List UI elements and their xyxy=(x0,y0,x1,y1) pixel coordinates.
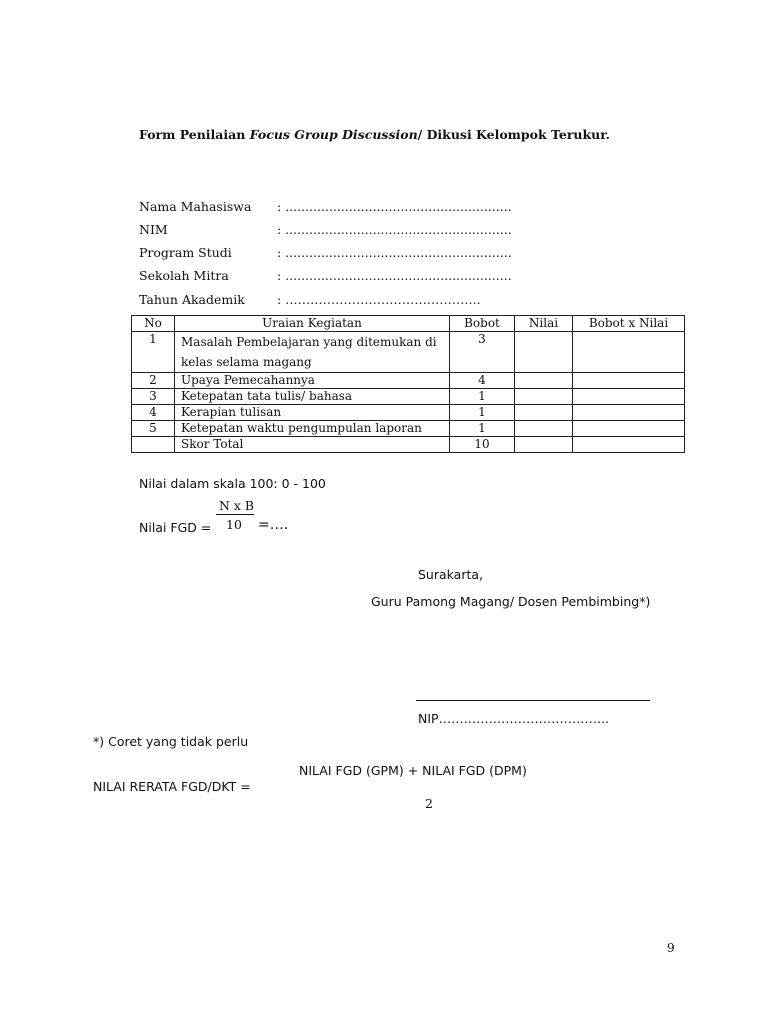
header-bobot-x-nilai: Bobot x Nilai xyxy=(573,316,685,332)
row-no: 2 xyxy=(132,373,175,389)
table-row xyxy=(132,405,685,421)
assessment-table xyxy=(131,315,685,453)
row-nilai[interactable] xyxy=(515,373,573,389)
total-label: Skor Total xyxy=(175,437,450,453)
field-value-nim[interactable]: : ......................................................... xyxy=(277,222,512,237)
row-bobot: 1 xyxy=(450,389,515,405)
rerata-numerator: NILAI FGD (GPM) + NILAI FGD (DPM) xyxy=(299,763,527,778)
header-no: No xyxy=(132,316,175,332)
field-label-sekolah: Sekolah Mitra xyxy=(139,268,229,283)
table-row xyxy=(132,373,685,389)
page-number: 9 xyxy=(667,941,675,955)
title-italic: Focus Group Discussion xyxy=(249,127,418,142)
field-label-prodi: Program Studi xyxy=(139,245,232,260)
signature-place: Surakarta, xyxy=(418,567,484,582)
table-row xyxy=(132,332,685,373)
row-nilai[interactable] xyxy=(515,332,573,373)
total-nilai[interactable] xyxy=(515,437,573,453)
row-bobot: 3 xyxy=(450,332,515,373)
total-bobot-x-nilai[interactable] xyxy=(573,437,685,453)
row-bobot-x-nilai[interactable] xyxy=(573,332,685,373)
signature-nip: NIP………………………………….. xyxy=(418,711,610,726)
table-row xyxy=(132,389,685,405)
field-value-nama[interactable]: : ......................................................... xyxy=(277,199,512,214)
fgd-fraction-line xyxy=(216,514,254,515)
row-uraian: Upaya Pemecahannya xyxy=(175,373,450,389)
row-uraian: Masalah Pembelajaran yang ditemukan di kelas selama magang xyxy=(175,332,450,373)
table-row xyxy=(132,421,685,437)
fgd-prefix: Nilai FGD = xyxy=(139,520,212,535)
row-no: 5 xyxy=(132,421,175,437)
total-no-empty xyxy=(132,437,175,453)
row-no: 3 xyxy=(132,389,175,405)
header-bobot: Bobot xyxy=(450,316,515,332)
title-suffix: / Dikusi Kelompok Terukur. xyxy=(417,127,611,142)
table-total-row xyxy=(132,437,685,453)
fgd-denominator: 10 xyxy=(226,517,242,532)
fgd-numerator: N x B xyxy=(219,498,255,513)
row-bobot: 4 xyxy=(450,373,515,389)
field-value-tahun[interactable]: : ……………………………………….. xyxy=(277,292,481,307)
row-uraian: Ketepatan tata tulis/ bahasa xyxy=(175,389,450,405)
form-title xyxy=(139,127,610,142)
field-label-nama: Nama Mahasiswa xyxy=(139,199,252,214)
scale-text: Nilai dalam skala 100: 0 - 100 xyxy=(139,476,326,491)
row-no: 4 xyxy=(132,405,175,421)
fgd-result: =…. xyxy=(258,517,289,533)
row-bobot: 1 xyxy=(450,421,515,437)
row-bobot-x-nilai[interactable] xyxy=(573,421,685,437)
rerata-label: NILAI RERATA FGD/DKT = xyxy=(93,779,251,794)
row-bobot-x-nilai[interactable] xyxy=(573,373,685,389)
row-uraian: Kerapian tulisan xyxy=(175,405,450,421)
rerata-denominator: 2 xyxy=(425,796,433,811)
field-value-sekolah[interactable]: : ......................................................... xyxy=(277,268,512,283)
row-nilai[interactable] xyxy=(515,405,573,421)
row-bobot: 1 xyxy=(450,405,515,421)
footnote: *) Coret yang tidak perlu xyxy=(93,734,249,749)
row-nilai[interactable] xyxy=(515,421,573,437)
row-bobot-x-nilai[interactable] xyxy=(573,405,685,421)
signature-role: Guru Pamong Magang/ Dosen Pembimbing*) xyxy=(371,594,651,609)
header-uraian: Uraian Kegiatan xyxy=(175,316,450,332)
total-bobot: 10 xyxy=(450,437,515,453)
field-label-tahun: Tahun Akademik xyxy=(139,292,245,307)
signature-line xyxy=(416,700,650,701)
field-label-nim: NIM xyxy=(139,222,168,237)
header-nilai: Nilai xyxy=(515,316,573,332)
row-no: 1 xyxy=(132,332,175,373)
row-uraian: Ketepatan waktu pengumpulan laporan xyxy=(175,421,450,437)
field-value-prodi[interactable]: : ......................................................... xyxy=(277,245,512,260)
row-bobot-x-nilai[interactable] xyxy=(573,389,685,405)
row-nilai[interactable] xyxy=(515,389,573,405)
table-header-row xyxy=(132,316,685,332)
title-prefix: Form Penilaian xyxy=(139,127,250,142)
